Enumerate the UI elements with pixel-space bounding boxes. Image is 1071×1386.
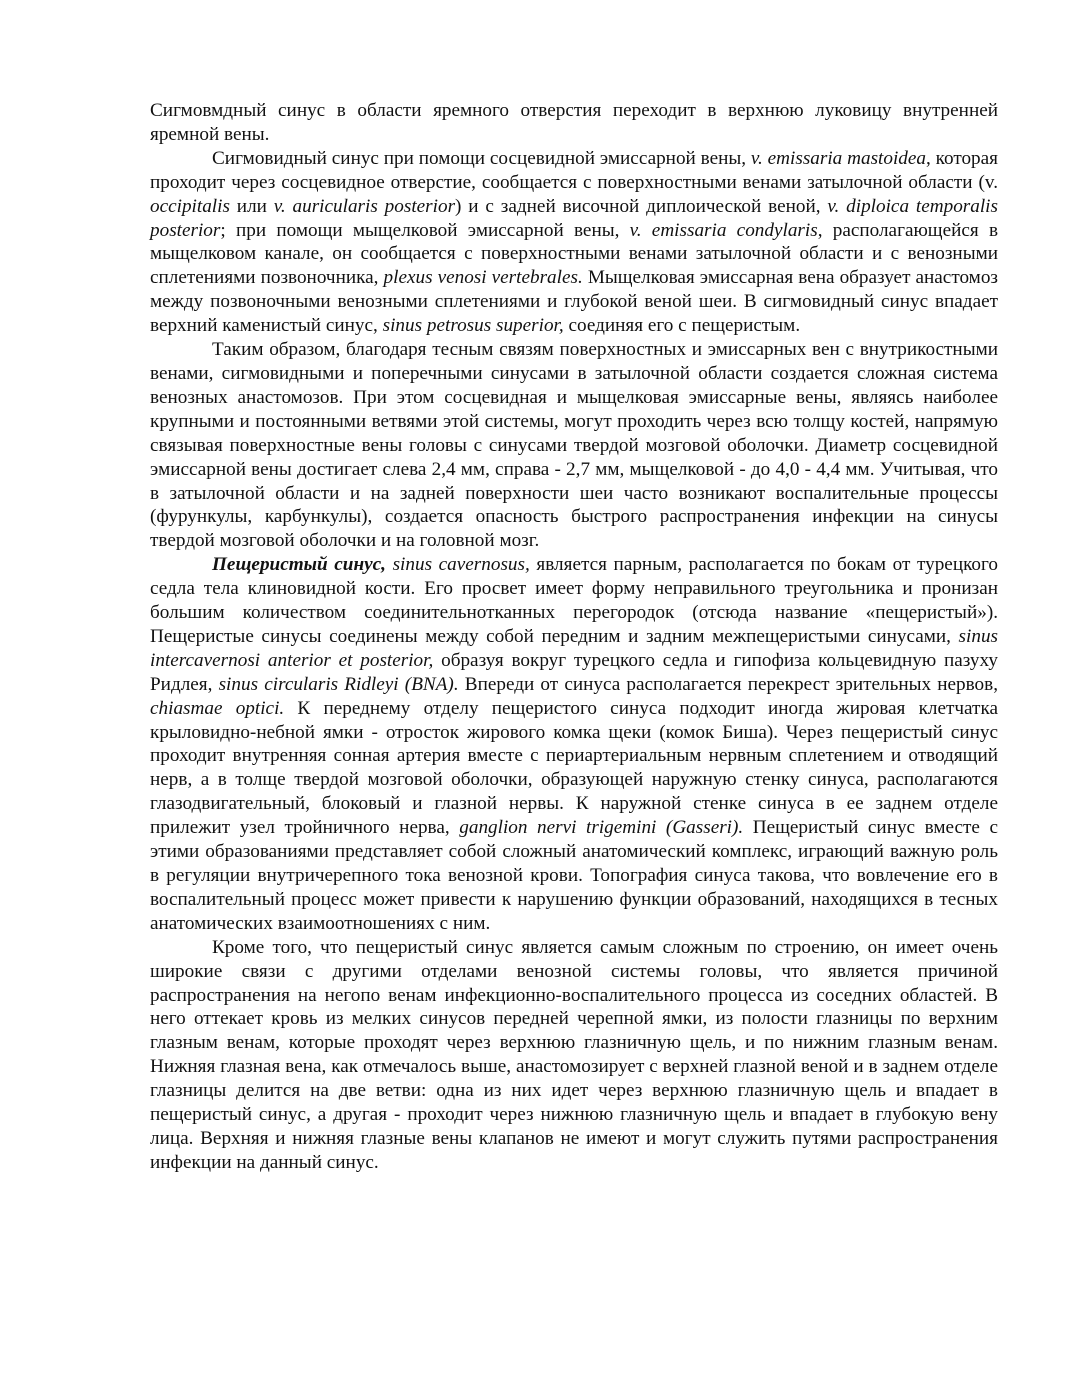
section-term-heading: Пещеристый синус,	[212, 554, 386, 576]
latin-term: plexus venosi vertebrales.	[383, 267, 583, 289]
text-segment	[386, 554, 393, 575]
latin-term: sinus petrosus superior,	[382, 315, 564, 337]
latin-term: occipitalis	[150, 195, 230, 217]
text-segment: ; при помощи мыщелковой эмиссарной вены,	[220, 219, 630, 241]
latin-term: v. emissaria condylaris	[629, 219, 818, 241]
paragraph-5	[150, 936, 998, 1175]
text-segment: Впереди от синуса располагается перекрест зрительных нервов,	[458, 673, 999, 695]
latin-term: v. diploica temporalis posterior	[150, 195, 998, 241]
text-segment: или	[229, 195, 274, 217]
document-page	[150, 99, 998, 1175]
latin-term: v. emissaria mastoidea	[750, 147, 926, 169]
paragraph-4	[150, 553, 998, 936]
paragraph-1	[150, 99, 998, 147]
text-segment: ) и с задней височной диплоической веной,	[455, 195, 828, 217]
text-segment: является парным, располагается по бокам от турецкого седла тела клиновидной кости. Его просвет имеет форму неправильного треугольника и пронизан большим количеством соединительнотканных перегородок (отсюда название «пещеристый»). Пещеристые синусы соединены между собой передним и задним межпещеристыми синусами,	[150, 554, 999, 647]
paragraph-2	[150, 147, 998, 338]
latin-term: sinus circularis Ridleyi (BNA).	[218, 673, 459, 695]
text-segment: образуя вокруг турецкого седла и гипофиза кольцевидную пазуху Ридлея,	[150, 649, 998, 695]
text-segment: Пещеристый синус вместе с этими образованиями представляет собой сложный анатомический комплекс, играющий важную роль в регуляции внутричерепного тока венозной крови. Топография синуса такова, что вовлечение его в воспалительный процесс может привести к нарушению функции образований, находящихся в тесных анатомических взаимоотношениях с ним.	[150, 817, 998, 934]
text-segment: , которая проходит через сосцевидное отверстие, сообщается с поверхностными венами затылочной области (v.	[150, 147, 998, 193]
text-segment: К переднему отделу пещеристого синуса подходит иногда жировая клетчатка крыловидно-небной ямки - отросток жирового комка щеки (комок Биша). Через пещеристый синус проходит внутренняя сонная артерия вместе с периартериальным нервным сплетением и отводящий нерв, а в толще твердой мозговой оболочки, образующей наружную стенку синуса, располагаются глазодвигательный, блоковый и глазной нервы. К наружной стенке синуса в ее заднем отделе прилежит узел тройничного нерва,	[150, 697, 998, 839]
text-segment: соединяя его с пещеристым.	[563, 315, 801, 337]
text-segment: Мыщелковая эмиссарная вена образует анастомоз между позвоночными венозными сплетениями и глубокой веной шеи. В сигмовидный синус впадает верхний каменистый синус,	[150, 267, 998, 337]
text-segment: , располагающейся в мыщелковом канале, он сообщается с поверхностными венами затылочной области и с венозными сплетениями позвоночника,	[150, 219, 999, 289]
text-segment: Сигмовидный синус при помощи сосцевидной эмиссарной вены,	[212, 147, 751, 169]
latin-term: ganglion nervi trigemini (Gasseri).	[459, 817, 744, 839]
latin-term: chiasmae optici.	[150, 697, 285, 719]
latin-term: sinus intercavernosi anterior et posterior,	[150, 625, 998, 671]
paragraph-3	[150, 338, 998, 553]
text-segment: Сигмовмдный синус в области яремного отверстия переходит в верхнюю луковицу внутренней яремной вены.	[150, 100, 998, 145]
text-segment: Таким образом, благодаря тесным связям поверхностных и эмиссарных вен с внутрикостными венами, сигмовидными и поперечными синусами в затылочной области создается сложная система венозных анастомозов. При этом сосцевидная и мыщелковая эмиссарные вены, являясь наиболее крупными и постоянными ветвями этой системы, могут проходить через всю толщу костей, напрямую связывая поверхностные вены головы с синусами твердой мозговой оболочки. Диаметр сосцевидной эмиссарной вены достигает слева 2,4 мм, справа - 2,7 мм, мыщелковой - до 4,0 - 4,4 мм. Учитывая, что в затылочной области и на задней поверхности шеи часто возникают воспалительные процессы (фурункулы, карбункулы), создается опасность быстрого распространения инфекции на синусы твердой мозговой оболочки и на головной мозг.	[150, 339, 998, 552]
latin-term: sinus cavernosus,	[392, 554, 530, 576]
latin-term: v. auricularis posterior	[273, 195, 456, 217]
text-segment: Кроме того, что пещеристый синус является самым сложным по строению, он имеет очень широкие связи с другими отделами венозной системы головы, что является причиной распространения на негопо венам инфекционно-воспалительного процесса из соседних областей. В него оттекает кровь из мелких синусов передней черепной ямки, из полости глазницы по верхним глазным венам, которые проходят через верхнюю глазничную щель, и по нижним глазным венам. Нижняя глазная вена, как отмечалось выше, анастомозирует с верхней глазной веной и в заднем отделе глазницы делится на две ветви: одна из них идет через верхнюю глазничную щель и впадает в пещеристый синус, а другая - проходит через нижнюю глазничную щель и впадает в глубокую вену лица. Верхняя и нижняя глазные вены клапанов не имеют и могут служить путями распространения инфекции на данный синус.	[150, 936, 998, 1173]
